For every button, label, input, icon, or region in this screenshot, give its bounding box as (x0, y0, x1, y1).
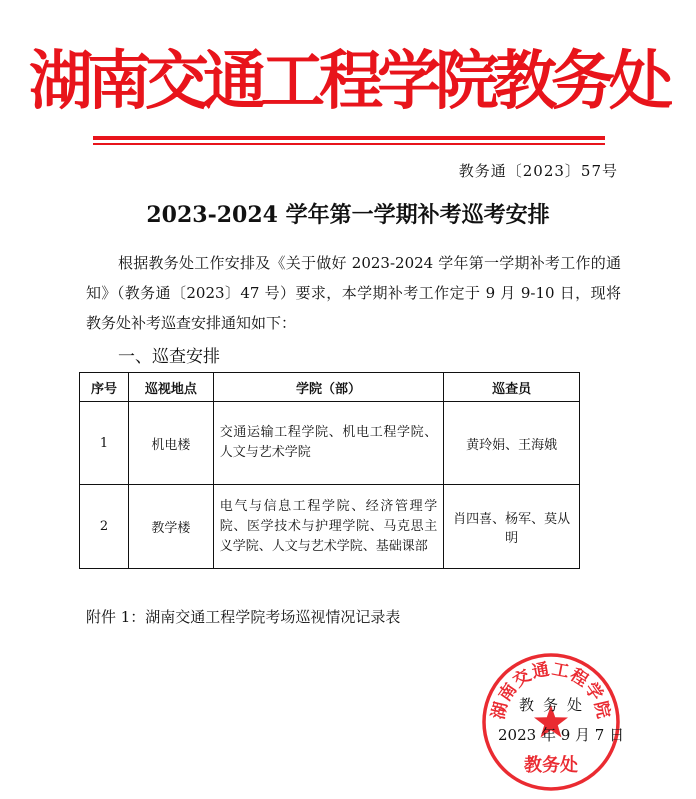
header-location: 巡视地点 (128, 373, 213, 402)
svg-text:湖南交通工程学院: 湖南交通工程学院 (488, 659, 614, 722)
inspection-schedule-table (79, 372, 580, 569)
official-seal-icon (480, 651, 625, 793)
attachment-note: 附件 1：湖南交通工程学院考场巡视情况记录表 (86, 608, 401, 626)
table-row (80, 485, 580, 569)
signature-office: 教务处 (519, 696, 592, 714)
cell-no: 2 (80, 485, 129, 569)
document-title: 2023-2024 学年第一学期补考巡考安排 (146, 202, 550, 228)
cell-no: 1 (80, 402, 129, 485)
document-number: 教务通〔2023〕57号 (458, 162, 618, 180)
cell-location: 教学楼 (128, 485, 213, 569)
section-heading: 一、巡查安排 (118, 347, 220, 367)
masthead-rule-thick (93, 136, 605, 140)
signature-date: 2023 年 9 月 7 日 (498, 726, 625, 744)
cell-inspectors: 黄玲娟、王海娥 (444, 402, 580, 485)
header-inspectors: 巡查员 (444, 373, 580, 402)
body-paragraph: 根据教务处工作安排及《关于做好 2023-2024 学年第一学期补考工作的通知》（教务通〔2023〕47 号）要求，本学期补考工作定于 9 月 9-10 日，现将教务处补考巡查安排通知如下： (86, 254, 621, 332)
table-header-row (80, 373, 580, 402)
cell-colleges: 电气与信息工程学院、经济管理学院、医学技术与护理学院、马克思主义学院、人文与艺术学院、基础课部 (213, 485, 443, 569)
cell-inspectors: 肖四喜、杨军、莫从明 (444, 485, 580, 569)
svg-text:教务处: 教务处 (524, 755, 578, 776)
cell-colleges: 交通运输工程学院、机电工程学院、人文与艺术学院 (213, 402, 443, 485)
cell-location: 机电楼 (128, 402, 213, 485)
header-no: 序号 (80, 373, 129, 402)
table-row (80, 402, 580, 485)
masthead-title: 湖南交通工程学院教务处 (29, 45, 667, 119)
masthead-rule-thin (93, 143, 605, 145)
header-colleges: 学院（部） (213, 373, 443, 402)
